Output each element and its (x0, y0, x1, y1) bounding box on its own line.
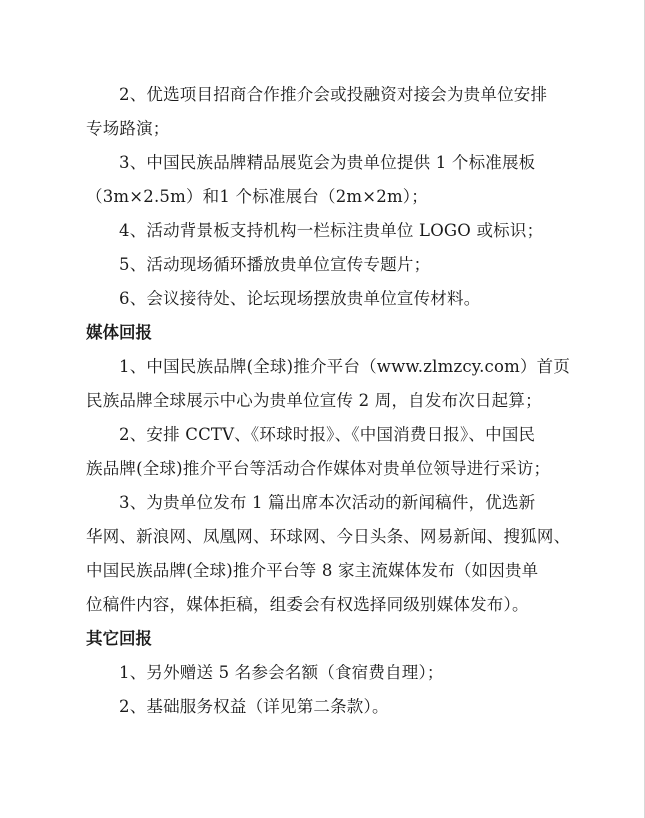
list-item (86, 690, 586, 724)
item-text-line: 专场路演； (86, 119, 170, 138)
other-return-list (86, 656, 586, 724)
list-item (86, 350, 586, 418)
item-text-line: 1、中国民族品牌(全球)推介平台（www.zlmzcy.com）首页 (119, 357, 571, 376)
item-text-line: 中国民族品牌(全球)推介平台等 8 家主流媒体发布（如因贵单 (86, 561, 539, 580)
list-item (86, 78, 586, 146)
item-text-line: 4、活动背景板支持机构一栏标注贵单位 LOGO 或标识； (119, 221, 544, 240)
item-text-line: （3m×2.5m）和1 个标准展台（2m×2m）； (86, 187, 428, 206)
list-item (86, 282, 586, 316)
item-text-line: 2、优选项目招商合作推介会或投融资对接会为贵单位安排 (119, 85, 548, 104)
item-text-line: 1、另外赠送 5 名参会名额（食宿费自理）； (119, 663, 444, 682)
item-text-line: 2、基础服务权益（详见第二条款）。 (119, 697, 389, 716)
item-text-line: 位稿件内容，媒体拒稿，组委会有权选择同级别媒体发布）。 (86, 595, 529, 614)
item-text-line: 3、中国民族品牌精品展览会为贵单位提供 1 个标准展板 (119, 153, 536, 172)
list-item (86, 146, 586, 214)
list-item (86, 248, 586, 282)
venue-return-list (86, 78, 586, 316)
item-text-line: 华网、新浪网、凤凰网、环球网、今日头条、网易新闻、搜狐网、 (86, 527, 571, 546)
list-item (86, 656, 586, 690)
item-text-line: 3、为贵单位发布 1 篇出席本次活动的新闻稿件，优选新 (119, 493, 536, 512)
document-body (86, 78, 586, 724)
section-heading-media: 媒体回报 (86, 323, 152, 342)
list-item (86, 418, 586, 486)
item-text-line: 2、安排 CCTV、《环球时报》、《中国消费日报》、中国民 (119, 425, 536, 444)
item-text-line: 民族品牌全球展示中心为贵单位宣传 2 周，自发布次日起算； (86, 391, 542, 410)
item-text-line: 6、会议接待处、论坛现场摆放贵单位宣传材料。 (119, 289, 481, 308)
item-text-line: 族品牌(全球)推介平台等活动合作媒体对贵单位领导进行采访； (86, 459, 551, 478)
media-return-list (86, 350, 586, 622)
list-item (86, 214, 586, 248)
section-heading-other: 其它回报 (86, 629, 152, 648)
item-text-line: 5、活动现场循环播放贵单位宣传专题片； (119, 255, 431, 274)
list-item (86, 486, 586, 622)
